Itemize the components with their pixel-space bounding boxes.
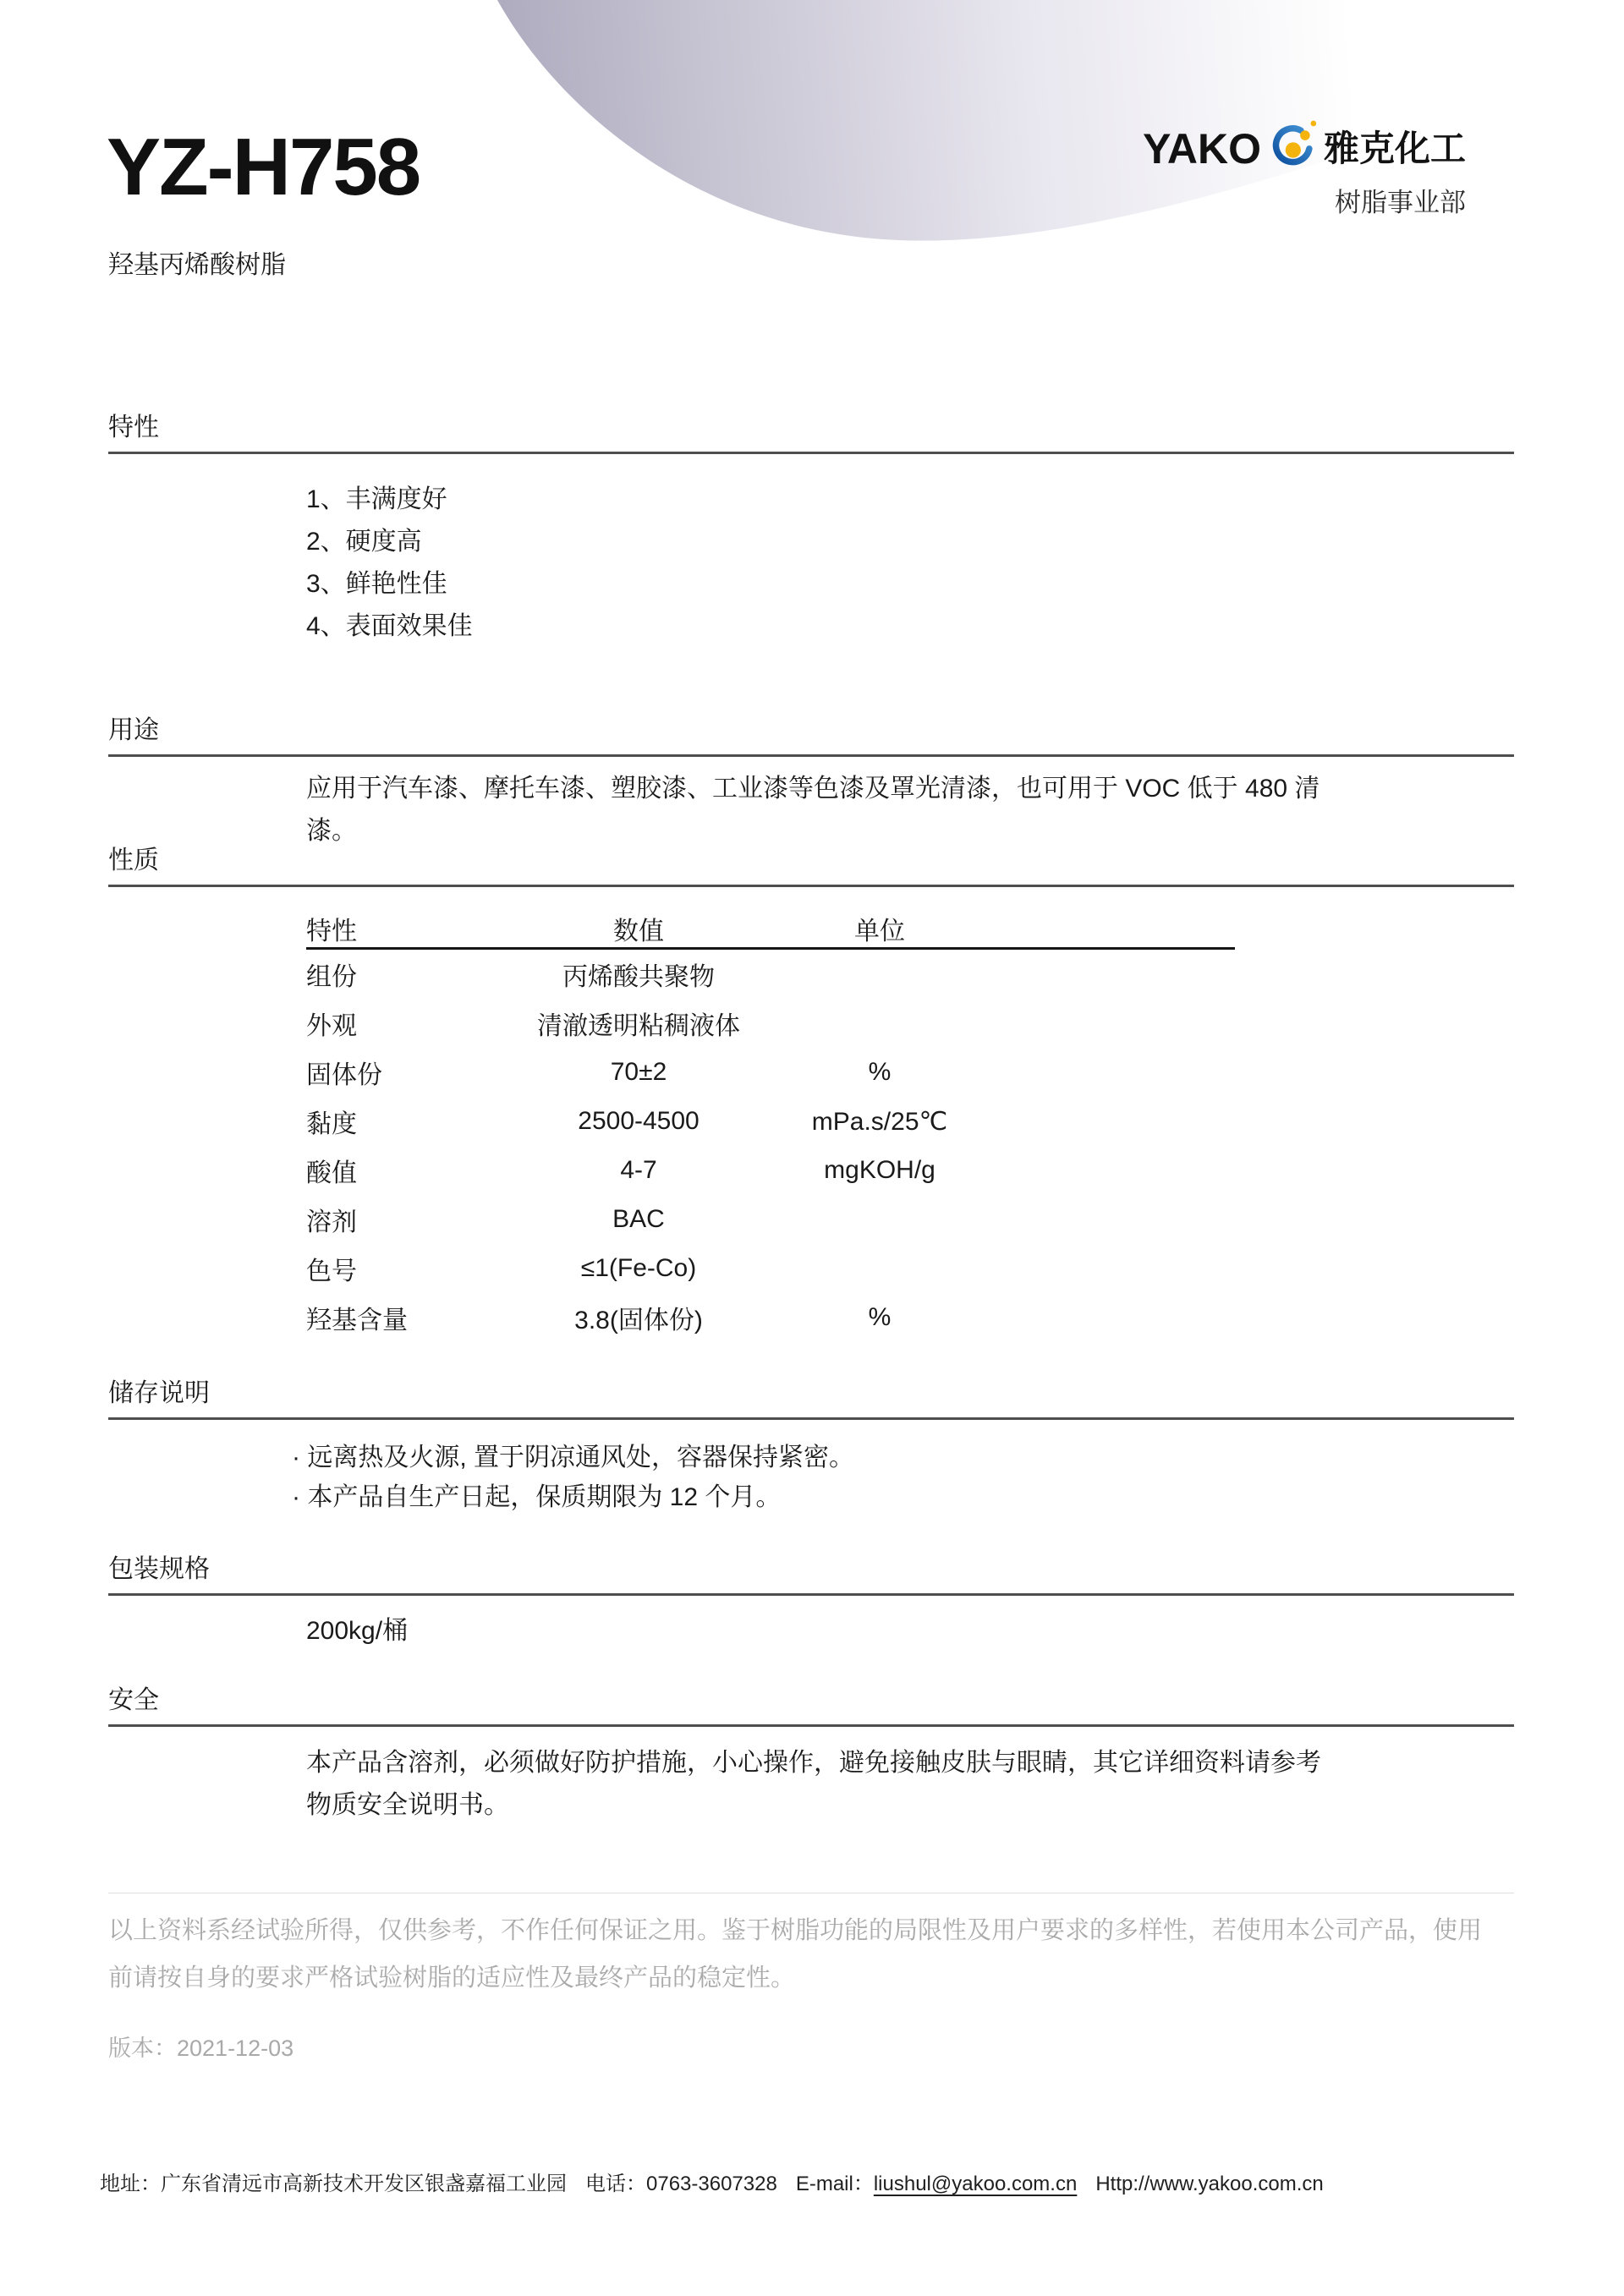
footer-email-label: E-mail： — [795, 2173, 874, 2195]
property-value: 3.8(固体份) — [574, 1307, 703, 1334]
property-name: 羟基含量 — [306, 1307, 408, 1334]
property-value: 4-7 — [620, 1156, 657, 1184]
property-unit: % — [868, 1303, 892, 1331]
feature-item: 3、鲜艳性佳 — [306, 570, 447, 598]
property-name: 黏度 — [306, 1110, 357, 1138]
footer-email-link[interactable]: liushul@yakoo.com.cn — [873, 2173, 1078, 2195]
col-header-unit: 单位 — [854, 918, 905, 945]
feature-item: 1、丰满度好 — [306, 485, 447, 513]
property-name: 固体份 — [306, 1061, 382, 1089]
section-features — [108, 413, 1514, 454]
property-name: 组份 — [306, 963, 357, 991]
packaging-text: 200kg/桶 — [306, 1617, 409, 1645]
properties-table-header — [306, 910, 1235, 947]
table-row — [306, 1097, 1235, 1146]
section-storage — [108, 1378, 1514, 1420]
feature-item: 2、硬度高 — [306, 528, 422, 556]
property-name: 外观 — [306, 1012, 357, 1040]
section-usage — [108, 715, 1514, 757]
table-row — [306, 1244, 1235, 1293]
property-name: 色号 — [306, 1258, 357, 1285]
usage-text: 应用于汽车漆、摩托车漆、塑胶漆、工业漆等色漆及罩光清漆，也可用于 VOC 低于 480 清漆。 — [306, 775, 1320, 845]
version-label: 版本：2021-12-03 — [108, 2036, 294, 2061]
table-row — [306, 1048, 1235, 1097]
properties-table — [306, 910, 1235, 1342]
section-title-storage: 储存说明 — [108, 1379, 210, 1407]
table-row — [306, 950, 1235, 999]
section-rule-packaging — [108, 1593, 1514, 1596]
product-subtitle: 羟基丙烯酸树脂 — [108, 251, 286, 279]
section-title-properties: 性质 — [108, 847, 159, 874]
logo-cn-text: 雅克化工 — [1323, 129, 1466, 168]
disclaimer-text: 以上资料系经试验所得，仅供参考，不作任何保证之用。鉴于树脂功能的局限性及用户要求的多样性，若使用本公司产品，使用前请按自身的要求严格试验树脂的适应性及最终产品的稳定性。 — [108, 1917, 1483, 1992]
product-title: YZ-H758 — [107, 122, 420, 212]
section-rule-safety — [108, 1724, 1514, 1727]
property-unit: % — [868, 1058, 892, 1086]
section-title-usage: 用途 — [108, 716, 159, 744]
section-title-safety: 安全 — [108, 1686, 159, 1714]
footer-phone: 电话：0763-3607328 — [585, 2173, 777, 2195]
property-value: 70±2 — [610, 1058, 667, 1086]
table-row — [306, 1293, 1235, 1342]
property-unit: mPa.s/25℃ — [811, 1107, 948, 1136]
brand-logo-row — [1143, 127, 1466, 171]
storage-item: · 远离热及火源, 置于阴凉通风处，容器保持紧密。 — [292, 1444, 854, 1471]
storage-list — [292, 1438, 854, 1517]
logo-division: 树脂事业部 — [1335, 188, 1466, 217]
features-list — [306, 479, 473, 648]
feature-item: 4、表面效果佳 — [306, 612, 473, 640]
section-title-features: 特性 — [108, 414, 159, 441]
footer — [100, 2167, 1324, 2196]
logo-latin-text: YAKO — [1143, 125, 1261, 173]
orbit-logo-icon — [1268, 117, 1317, 171]
table-row — [306, 999, 1235, 1048]
safety-text: 本产品含溶剂，必须做好防护措施，小心操作，避免接触皮肤与眼睛，其它详细资料请参考物质安全说明书。 — [306, 1749, 1321, 1819]
property-value: 丙烯酸共聚物 — [562, 963, 715, 991]
footer-address: 地址：广东省清远市高新技术开发区银盏嘉福工业园 — [100, 2173, 567, 2195]
property-name: 溶剂 — [306, 1208, 357, 1236]
col-header-property: 特性 — [306, 918, 357, 945]
section-rule-features — [108, 452, 1514, 454]
section-safety — [108, 1685, 1514, 1727]
property-value: 2500-4500 — [578, 1107, 700, 1135]
brand-logo — [1143, 127, 1466, 219]
storage-item: · 本产品自生产日起，保质期限为 12 个月。 — [292, 1483, 782, 1511]
footer-website: Http://www.yakoo.com.cn — [1095, 2173, 1324, 2195]
property-value: 清澈透明粘稠液体 — [537, 1012, 740, 1040]
property-unit: mgKOH/g — [824, 1156, 935, 1184]
section-rule-properties — [108, 885, 1514, 887]
section-properties — [108, 846, 1514, 887]
section-packaging — [108, 1554, 1514, 1596]
section-rule-usage — [108, 754, 1514, 757]
property-value: BAC — [612, 1205, 665, 1233]
section-title-packaging: 包装规格 — [108, 1555, 210, 1583]
section-rule-storage — [108, 1417, 1514, 1420]
property-name: 酸值 — [306, 1159, 357, 1187]
footer-email-group — [796, 2167, 1077, 2196]
property-value: ≤1(Fe-Co) — [580, 1254, 697, 1282]
col-header-value: 数值 — [613, 918, 664, 945]
table-row — [306, 1146, 1235, 1195]
table-row — [306, 1195, 1235, 1244]
